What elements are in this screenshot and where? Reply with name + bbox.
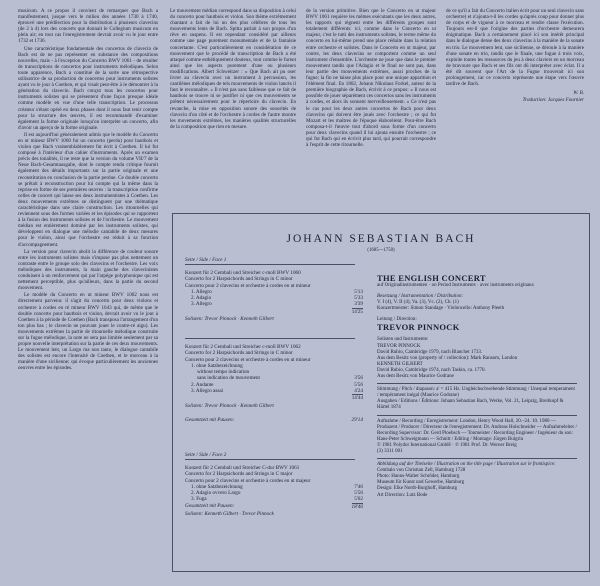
concertmaster-line: Konzertmeister: Simon Standage · Violoncello: Anthony Pleeth — [377, 306, 505, 312]
movement-label: 1. Allegro — [191, 288, 212, 295]
playing-time-label: Gesamtzeit mit Pausen: — [185, 416, 235, 423]
paragraph: de ce qu'il a fait du Concerto italien écrit pour un seul clavecin sans orchestre) et n'ajouta-t-il les cordes qu'après coup pour donner plus de corps et de vigueur à ce morceau et rendre classe l'exécution. Toujours est-il que l'origine des parties d'orchestre demeurera énigmatique. Bach a certainement placé ici son intérêt principal dans le dialogue dense des deux clavecins à la manière de la sonate en trio. Le mouvement lent, une sicilienne, se déroule à la manière d'une sonate en trio, tandis que le finale, une fugue à trois voix, exploite toutes les ressources du jeu à deux claviers en un morceau de bravoure que Bach et ses fils ont dû interpréter avec éclat. Il a été dit souvent que l'Art de la Fugue trouverait ici son prolongement, car ce concerto représente une étape vers l'œuvre tardive de Bach. — [446, 8, 584, 88]
author-signature: W. B. — [573, 90, 584, 97]
movement-label: sans indication de mouvement — [197, 375, 260, 382]
illustration-heading: Abbildung auf der Titelseite / Illustration on the title page / Illustration sur le frontispice: — [377, 462, 556, 468]
playing-time-row — [185, 503, 363, 509]
illustration-line: Photo: Hanns-Walter Schröder, Hamburg — [377, 474, 460, 480]
copyright-line: © 1981 Polydor International GmbH · ℗ 1981 Prof. Dr. Werner Breig — [377, 442, 517, 448]
composer-dates: (1685—1750) — [367, 248, 395, 253]
total-time: 14'25 — [351, 308, 363, 315]
soloists-line: Solisten: Trevor Pinnock · Kenneth Gilbert — [185, 316, 274, 323]
work-3 — [185, 465, 363, 517]
movement-label: 3. Allegro — [191, 301, 212, 308]
soloists-heading: Solisten und Instrumente: — [377, 337, 429, 343]
paragraph: Il est aujourd'hui généralement admis que le modèle du Concerto en ut mineur BWV 1060 fut un concerto (perdu) pour hautbois et violon que Bach vraisemblablement fut écrit à Coethen. Il lui fut composé à l'intérieur d'un cahier d'instruments. Après un examen précis des tonalités, il ne reste que la version du volume VII/7 de la Neue Bach-Gesamtausgabe, dont le compte rendu critique fournit également des détails importants sur la partie originale et une reconstitution en conclusion de la partie perdue. Ce double concerto se prêtait à reconstruction pour lui compte qui la même dans la reprise en forme de ses premières œuvres : la transcription confirme celles de concert qui laisse ses deux instrumentistes à Coethen. Les deux mouvements extrêmes se distinguent par une thématique caractéristique dans une claire construction. Les ritournelles qui reviennent sous des formes variées et les épisodes qui se rapportent à la fusion des instruments solistes et de l'orchestre. Le mouvement médian est entièrement dominé par les instruments solistes, qui développent en dialogue une mélodie cantabile de deux mesures pour le violon, ainsi que l'orchestre est réduit à sa fonction d'accompagnement. — [18, 131, 158, 248]
work-title-de: Konzert für 2 Cembali und Streicher c-moll BWV 1062 — [185, 344, 301, 350]
soloist-name: TREVOR PINNOCK — [377, 343, 421, 349]
divider — [185, 338, 355, 339]
illustration-line: Museum für Kunst und Gewerbe, Hamburg — [377, 480, 465, 486]
total-time: 14'44 — [351, 395, 363, 402]
work-title-de: Konzert für 2 Cembali und Streicher c-moll BWV 1060 — [185, 270, 301, 276]
divider — [185, 264, 355, 265]
work-1 — [185, 270, 363, 322]
edition-line: Ausgaben / Editions / Éditions: Johann Sebastian Bach, Werke, Vol. 21, Leipzig, Breitkopf & Härtel 1874 — [377, 399, 564, 411]
soloists-line: Solisten: Trevor Pinnock · Kenneth Gilbert — [185, 402, 274, 409]
divider — [377, 383, 577, 384]
work-title-en: Concerto for 2 Harpsichords and Strings in C minor — [185, 276, 293, 283]
total-row — [185, 308, 363, 314]
playing-time: 29'14 — [351, 416, 363, 423]
work-title-de: Konzert für 2 Cembali und Streicher C-dur BWV 1061 — [185, 465, 300, 471]
movement-label: 3. Fuga — [191, 496, 207, 503]
work-title-fr: Concerto pour 2 clavecins et orchestre à cordes en ut mineur — [185, 356, 311, 363]
work-2 — [185, 344, 363, 423]
direction-label: Leitung / Direction: — [377, 317, 417, 323]
catalog-number: (3) 3311 001 — [377, 448, 403, 454]
movement-time: 5'13 — [354, 288, 363, 295]
divider — [185, 459, 355, 460]
movement-time: 5'02 — [354, 496, 363, 503]
illustration-line: Design: Elke Nordt-Burghoff, Hamburg — [377, 486, 457, 492]
movement-label: 3. Allegro assai — [191, 388, 224, 395]
work-title-fr: Concerto pour 2 clavecins et orchestre à cordes en ut majeur — [185, 477, 311, 484]
movement-label: without tempo indication — [197, 369, 250, 376]
paragraph: Une caractéristique fondamentale des concertos de clavecin de Bach est de ne pas représenter en substance des compositions nouvelles, mais - à l'exception du Concerto BWV 1061 - de résulter de transcriptions de concertos pour instruments mélodiques. Selon toute apparence, Bach a constitué de la sorte une rétrospective utilisatrice de sa production de concertos pour instruments solistes ayant vu le jour à Coethen, et qui visait peut-être à le démontrer à la génération du clavecin. Bach conçut tous les concertos pour instruments solistes qui se présentent d'une façon presque idéale comme modèle en vue d'une telle transcription. Le processus créateur s'étant opéré en deux phases dont il nous faut tenir compte pour la structure des œuvres, il est recommandé d'examiner également la forme originale lorsqu'on interprète un concerto, afin d'avoir un aperçu de la forme originale. — [18, 45, 158, 131]
paragraph: La version pour clavecin abolit la différence de couleur sonore entre les instruments solistes mais s'impose pas plus nettement un contraste entre le groupe solo des clavecins et l'orchestre. Les voix mélodiques des instruments, la main gauche des clavecinistes conduisent à un renforcement qui par l'arpège polyphonique qui est nettement perceptible, plus qu'ailleurs, dans la partie du second mouvement. — [18, 248, 158, 292]
movement-label: 1. ohne Satzbezeichnung — [191, 362, 243, 369]
scoring-line: V. I (4), V. II (4), Va. (3), Vc. (2), Cb. (1) — [377, 300, 459, 306]
movement-time: 7'46 — [354, 483, 363, 490]
recording-line: Aufnahme / Recording / Enregistrement: London, Henry Wood Hall, 20.–24. 10. 1980 — Produzent / Producer / Directeur de l'enregistrement: Dr. Andreas Holschneider — Aufnahmeleiter / Recording Supervisor: Dr. Gerd Ploebsch — Tonmeister / Recording Engineer / Ingénieur du son: Hans-Peter Schweigmann — Schnitt / Editing / Montage: Jürgen Bulgrin — [377, 418, 577, 442]
work-title-fr: Concerto pour 2 clavecins et orchestre à cordes en ut mineur — [185, 282, 311, 289]
illustration-line: Cembalo von Christian Zell, Hamburg 1728 — [377, 468, 466, 474]
movement-time: 4'24 — [354, 388, 363, 395]
divider — [377, 415, 577, 416]
ensemble-subtitle: auf Originalinstrumenten · on Period Instruments · avec instruments originaux — [377, 283, 535, 288]
art-direction-line: Art Direction: Lutz Bode — [377, 492, 428, 498]
notes-column-4 — [446, 8, 584, 104]
movement-time: 5'56 — [354, 381, 363, 388]
credits-column — [377, 274, 577, 499]
total-time: 18'46 — [351, 503, 363, 510]
ensemble-name: THE ENGLISH CONCERT — [377, 273, 486, 283]
conductor-name: TREVOR PINNOCK — [377, 322, 460, 333]
playing-time-label: Gesamtzeit mit Pausen: — [185, 502, 235, 509]
movement-time: 3'56 — [354, 375, 363, 382]
side-2-label: Seite / Side / Face 2 — [185, 452, 227, 458]
work-title-en: Concerto for 2 Harpsichords and Strings in C minor — [185, 350, 293, 357]
playing-time-row — [185, 417, 363, 423]
paragraph: musicum. A ce propos il convient de remarquer que Bach a manifestement, jusque vers le milieu des années 1730 à 1740, éprouvé une prédilection pour la distribution à plusieurs clavecins (de 2 à 4) lors des concerts que donnait le Collegium musicum en plein air; en tout cas l'enregistrement devrait avoir vu le jour entre 1732 et 1736. — [18, 8, 158, 45]
notes-column-3 — [306, 8, 436, 149]
soloist-instrument-owner: Aus dem Besitz von Maurice Godrane — [377, 374, 454, 380]
movement-label: 1. ohne Satzbezeichnung — [191, 483, 243, 490]
movement-time: 3'39 — [354, 301, 363, 308]
divider — [377, 458, 577, 459]
soloist-instrument-owner: Aus dem Besitz von (property of / collection): Mark Ransom, London — [377, 355, 518, 361]
soloist-name: KENNETH GILBERT — [377, 361, 423, 367]
paragraph: de la version primitive. Bien que le Concerto en ut majeur BWV 1061 requière les mêmes exécutants que les deux autres, les rapports qui règnent entre les différents groupes sont totalement différents: ici, comme dans le Concerto en ut majeur, c'est le tutti des instruments solistes, le terme même du concerto en lui-même prend une place réduite dans la relation entre orchestre et solistes. Dans le Concerto en ut majeur, par contre, les deux clavecins se comportent comme un seul instrument d'ensemble. L'orchestre ne joue que dans le premier mouvement tandis que l'Adagio et le final ne sont pas, dans leur partie des mouvements extrêmes, aussi proches de la fugue; la fin ne laisse plus place pour une unique apparition et l'élément final. En 1802, Johann Nikolaus Forkel, auteur de la première biographie de Bach, écrivit à ce propos: « Il nous est possible de jouer séparément ces concertos sans les instruments à cordes, et alors ils sonnent merveilleusement. » Ce n'est pas le cas pour les deux autres concertos de Bach pour deux clavecins qui doivent être joués avec l'orchestre ; ce qui fut Mozart et les maîtres de l'époque élaborèrent. Pour-être Bach composa-t-il l'œuvre tout d'abord sous forme d'un concerto pour deux clavecins quand il lui ajouta ensuite l'orchestre ; ce qui fut Bach qui en écrivit plus tard, qui pourrait correspondre à l'esprit de cette ritournelle. — [306, 8, 436, 149]
paragraph: Le modèle du Concerto en ut mineur BWV 1062 nous est directement parvenu: il s'agit du concerto pour deux violons et orchestre à cordes en ré mineur BWV 1043 qui, de même que le double concerto pour hautbois et violon, devrait avoir vu le jour à Coethen à la période de Coethen (Bach transposa l'arrangement d'un ton plus bas ; le clavecin ne pouvant jouer le contre-ré aigu). Les mouvements extrêmes la partie de ritournelle mélodique construite sur la fugue mélodique, la note ne sera pas limitée seulement par sa propre nouvelle interprétation sur la partie de ces deux mouvements. Le mouvement lent, un Largo ma non tanto, le dialogue cantabile des solistes est encore l'intensité de Coethen, et le morceau à la manière d'une sicilienne; qui évoque particulièrement les anciennes oeuvres entre les épisodes. — [18, 292, 158, 372]
side-1-label: Seite / Side / Face 1 — [185, 257, 227, 263]
soloist-instrument: David Rubio, Cambridge 1974, nach Taskin, ca. 1770. — [377, 367, 486, 373]
soloists-line: Solisten: Kenneth Gilbert · Trevor Pinnock — [185, 511, 274, 518]
movement-label: 2. Adagio — [191, 295, 212, 302]
work-title-en: Concerto for 2 Harpsichords and Strings in C major — [185, 471, 293, 478]
movement-time: 5'56 — [354, 490, 363, 497]
movement-time: 5'33 — [354, 295, 363, 302]
composer-heading: JOHANN SEBASTIAN BACH — [286, 233, 476, 245]
soloist-instrument: David Rubio, Cambridge 1979, nach Blanchet 1733. — [377, 349, 483, 355]
scoring-label: Besetzung / Instrumentation / Distribution: — [377, 294, 464, 300]
translator-credit: Traduction: Jacques Fournier — [522, 97, 584, 104]
notes-column-2 — [170, 8, 296, 131]
total-row — [185, 394, 363, 400]
movement-label: 2. Adagio ovvero Largo — [191, 490, 241, 497]
movement-label: 2. Andante — [191, 381, 214, 388]
paragraph: Le mouvement médian correspond dans sa disposition à celui du concerto pour hautbois et violon. Son thème extrêmement chantant a fait de lui un des plus célèbres de tous les mouvements lents de Bach. Spitta parlait à son propos d'un rêve en suspens. Il est cependant considéré par ailleurs comme une page purement monumentale et de la fantaisie concertante. C'est particulièrement en considération de ce mouvement que le procédé de transcription de Bach a été attaqué comme esthétiquement douteux, tout comme le furent ainsi que les aspects purement d'une ou plusieurs modifications. Albert Schweitzer : « Que Bach ait pu oser livrer au clavecin avec un instrument à percussion, les cantilènes mélodiques de tels mouvements de violon lancés il faut le reconnaître. » Il n'est pas sans faiblesse que ce fait de hautbois se trouve ni se justifier ni que ces mouvements se prêtent nécessairement pour le répertoire du clavecin. En revanche, la mise en opposition sonore des sonorités de clavecin d'un côté et de l'orchestre à cordes de l'autre montre les movements extrêmes, les manières qualités structurelles de la composition que rien en mesure. — [170, 8, 296, 130]
notes-column-1 — [18, 8, 158, 373]
tuning-line: Stimmung / Pitch / diapason: a' = 415 Hz. Ungleichschwebende Stimmung / Unequal temperament / tempérament inégal (Maurice Godrane) — [377, 387, 575, 399]
track-listing-box — [172, 213, 590, 572]
